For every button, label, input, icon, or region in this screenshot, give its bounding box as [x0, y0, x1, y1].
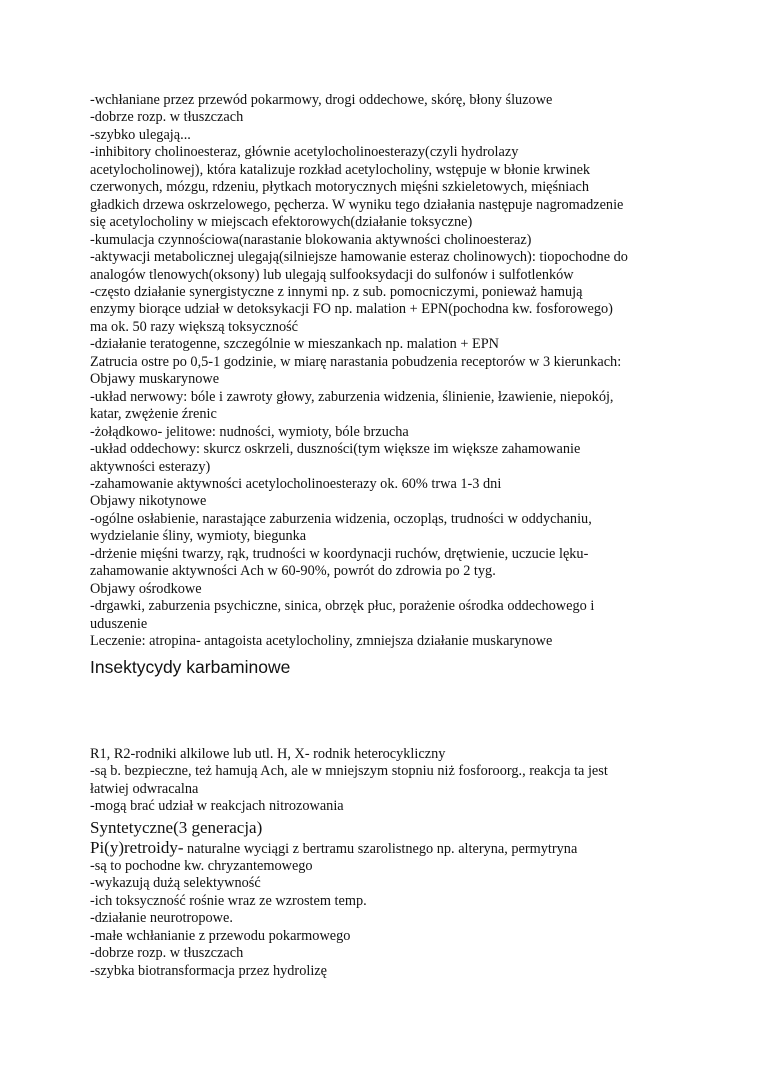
text-line: analogów tlenowych(oksony) lub ulegają sulfooksydacji do sulfonów i sulfotlenków — [90, 266, 574, 283]
carbamate-heading-block — [90, 657, 680, 677]
text-line: -szybka biotransformacja przez hydrolizę — [90, 962, 327, 979]
text-line: łatwiej odwracalna — [90, 780, 199, 797]
text-line: -układ oddechowy: skurcz oskrzeli, duszności(tym większe im większe zahamowanie — [90, 441, 581, 458]
text-line: acetylocholinowej), która katalizuje rozkład acetylocholiny, wstępuje w błonie krwinek — [90, 161, 591, 178]
text-line: gładkich drzewa oskrzelowego, pęcherza. W wyniku tego działania następuje nagromadzenie — [90, 196, 624, 213]
text-line: aktywności esterazy) — [90, 458, 211, 475]
text-line: -ich toksyczność rośnie wraz ze wzrostem temp. — [90, 892, 367, 909]
pyrethroid-section — [90, 858, 680, 980]
text-line: katar, zwężenie źrenic — [90, 406, 217, 423]
text-line: -zahamowanie aktywności acetylocholinoesterazy ok. 60% trwa 1-3 dni — [90, 475, 502, 492]
text-line: -kumulacja czynnościowa(narastanie blokowania aktywności cholinoesteraz) — [90, 231, 532, 248]
text-line: -dobrze rozp. w tłuszczach — [90, 945, 244, 962]
text-line: -układ nerwowy: bóle i zawroty głowy, zaburzenia widzenia, ślinienie, łzawienie, niepokój, — [90, 388, 614, 405]
pyrethroid-line — [90, 838, 680, 858]
text-line: Zatrucia ostre po 0,5-1 godzinie, w miarę narastania pobudzenia receptorów w 3 kierunkach: — [90, 353, 622, 370]
text-line: Objawy ośrodkowe — [90, 580, 202, 597]
text-line: -ogólne osłabienie, narastające zaburzenia widzenia, oczopląs, trudności w oddychaniu, — [90, 510, 592, 527]
text-line: -są b. bezpieczne, też hamują Ach, ale w mniejszym stopniu niż fosforoorg., reakcja ta jest — [90, 763, 608, 780]
text-line: Objawy nikotynowe — [90, 493, 207, 510]
organophosphate-section — [90, 92, 680, 651]
text-line: -szybko ulegają... — [90, 126, 191, 143]
heading-pyretroidy: Pi(y)retroidy- — [90, 838, 184, 857]
carbamate-section — [90, 746, 680, 816]
text-line: -wykazują dużą selektywność — [90, 875, 261, 892]
pyrethroid-line-block — [90, 838, 680, 858]
text-line: -mogą brać udział w reakcjach nitrozowania — [90, 798, 344, 815]
text-line: ma ok. 50 razy większą toksyczność — [90, 318, 299, 335]
text-line: -drżenie mięśni twarzy, rąk, trudności w koordynacji ruchów, drętwienie, uczucie lęku- — [90, 545, 589, 562]
text-line: Objawy muskarynowe — [90, 371, 220, 388]
text-line: się acetylocholiny w miejscach efektorowych(działanie toksyczne) — [90, 214, 473, 231]
text-line: czerwonych, mózgu, rdzeniu, płytkach motorycznych mięśni szkieletowych, mięśniach — [90, 179, 590, 196]
heading-syntetyczne: Syntetyczne(3 generacja) — [90, 818, 263, 837]
text-line: wydzielanie śliny, wymioty, biegunka — [90, 528, 307, 545]
text-line: uduszenie — [90, 615, 148, 632]
text-line: -często działanie synergistyczne z innymi np. z sub. pomocniczymi, ponieważ hamują — [90, 283, 583, 300]
text-line: -działanie teratogenne, szczególnie w mieszankach np. malation + EPN — [90, 336, 500, 353]
text-line: Leczenie: atropina- antagoista acetylocholiny, zmniejsza działanie muskarynowe — [90, 633, 553, 650]
text-line: R1, R2-rodniki alkilowe lub utl. H, X- rodnik heterocykliczny — [90, 746, 446, 762]
text-line: -aktywacji metabolicznej ulegają(silniejsze hamowanie esteraz cholinowych): tiopochodne do — [90, 249, 628, 266]
synthetic-heading-block — [90, 818, 680, 838]
heading-insektycydy-karbaminowe: Insektycydy karbaminowe — [90, 657, 291, 677]
text-line: -działanie neurotropowe. — [90, 910, 233, 927]
text-line: -wchłaniane przez przewód pokarmowy, drogi oddechowe, skórę, błony śluzowe — [90, 92, 553, 108]
text-line: zahamowanie aktywności Ach w 60-90%, powrót do zdrowia po 2 tyg. — [90, 563, 496, 580]
text-line: -dobrze rozp. w tłuszczach — [90, 109, 244, 126]
text-line: -żołądkowo- jelitowe: nudności, wymioty, bóle brzucha — [90, 423, 409, 440]
text-line: -są to pochodne kw. chryzantemowego — [90, 858, 313, 874]
text-line: -drgawki, zaburzenia psychiczne, sinica, obrzęk płuc, porażenie ośrodka oddechowego i — [90, 598, 595, 615]
pyrethroid-description: naturalne wyciągi z bertramu szarolistnego np. alteryna, permytryna — [183, 841, 578, 857]
text-line: -małe wchłanianie z przewodu pokarmowego — [90, 927, 351, 944]
text-line: enzymy biorące udział w detoksykacji FO np. malation + EPN(pochodna kw. fosforowego) — [90, 301, 613, 318]
text-line: -inhibitory cholinoesteraz, głównie acetylocholinoesterazy(czyli hydrolazy — [90, 144, 519, 161]
